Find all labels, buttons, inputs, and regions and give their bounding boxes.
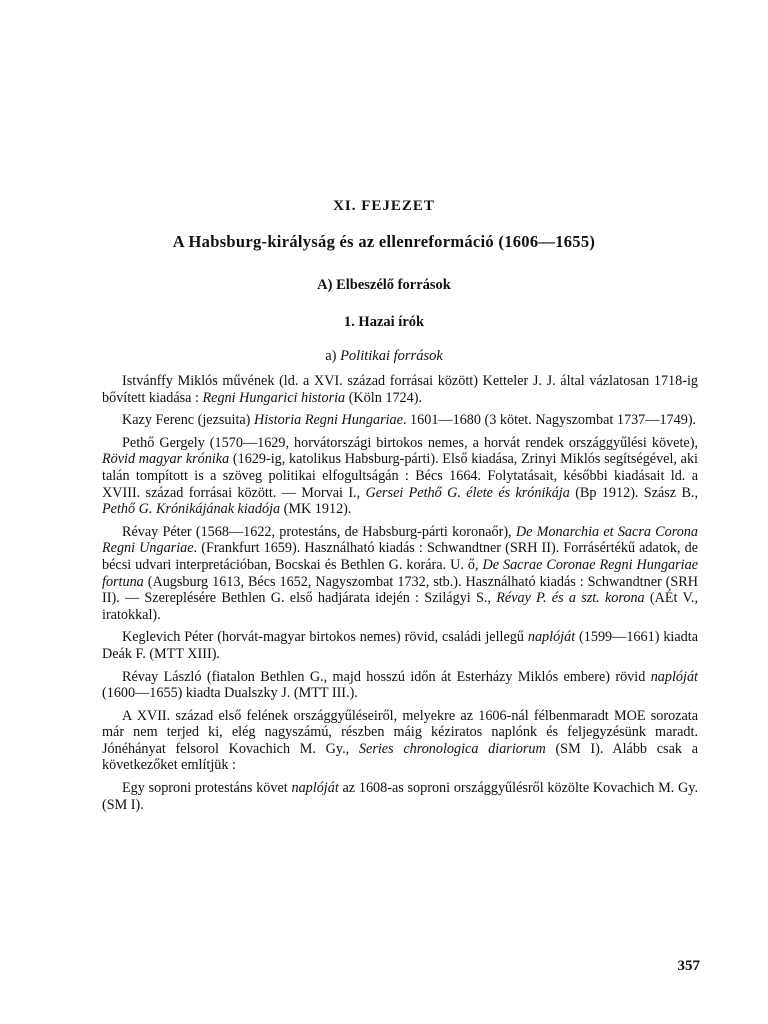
italic-text: naplóját	[527, 629, 576, 646]
text-segment: A XVII. század első felének országgyűléseiről, melyekre az 1606-nál félbenmaradt MOE sorozata már nem terjed ki, elég nagyszámú, részben máig kéziratos naplónk és feljegyzésünk maradt. Jónéhányat felsorol Kovachich M. Gy.,	[102, 707, 698, 757]
text-segment: Pethő Gergely (1570—1629, horvátországi birtokos nemes, a horvát rendek országgyűlési követe),	[122, 434, 698, 451]
italic-text: Regni Hungarici historia	[202, 389, 346, 406]
chapter-title: A Habsburg-királyság és az ellenreformáció (1606—1655)	[172, 232, 596, 251]
paragraph	[102, 524, 698, 624]
paragraph	[102, 629, 698, 662]
text-segment: Révay Péter (1568—1622, protestáns, de Habsburg-párti koronaőr),	[122, 523, 516, 540]
italic-text: Rövid magyar krónika	[102, 451, 230, 468]
text-segment: (MK 1912).	[280, 501, 352, 518]
italic-text: naplóját	[650, 668, 698, 685]
italic-text: De Sacrae Coronae Regni Hungariae fortuna	[102, 556, 698, 590]
italic-text: Gersei Pethő G. élete és krónikája	[365, 484, 570, 501]
paragraph	[102, 708, 698, 774]
paragraph	[102, 373, 698, 406]
page-number: 357	[677, 958, 700, 974]
text-segment: (1629-ig, katolikus Habsburg-párti). Első kiadása, Zrinyi Miklós segítségével, aki talán tompított is a szöveg politikai elfogultságán : Bécs 1664. Folytatásait, későbbi kiadásait ld. a XVIII. század forrásai között. — Morvai I.,	[102, 451, 699, 501]
section-heading: A) Elbeszélő források	[317, 277, 451, 293]
text-segment: . 1601—1680 (3 kötet. Nagyszombat 1737—1749).	[402, 412, 697, 429]
chapter-heading: XI. FEJEZET	[333, 198, 435, 214]
text-segment: Révay László (fiatalon Bethlen G., majd hosszú időn át Esterházy Miklós embere) rövid	[122, 668, 651, 685]
paragraph	[102, 435, 698, 518]
text-segment: Keglevich Péter (horvát-magyar birtokos nemes) rövid, családi jellegű	[122, 629, 528, 646]
text-segment: (1599—1661) kiadta Deák F. (MTT XIII).	[102, 629, 698, 662]
text-segment: Istvánffy Miklós művének (ld. a XVI. század forrásai között) Ketteler J. J. által vázlatosan 1718-ig bővített kiadása :	[102, 373, 698, 406]
text-segment: (Augsburg 1613, Bécs 1652, Nagyszombat 1732, stb.). Használható kiadás : Schwandtner (SRH II). — Szereplésére Bethlen G. első hadjárata idején : Szilágyi S.,	[102, 573, 698, 607]
text-segment: (AÉt V., iratokkal).	[102, 590, 698, 623]
text-segment: . (Frankfurt 1659). Használható kiadás : Schwandtner (SRH II). Forrásértékű adatok, de bécsi udvari interpretációban, Bocskai és Bethlen G. korára. U. ő,	[102, 540, 698, 573]
text-segment: (Köln 1724).	[345, 389, 422, 406]
italic-text: Pethő G. Krónikájának kiadója	[102, 501, 281, 518]
paragraph	[102, 669, 698, 702]
text-segment: Kazy Ferenc (jezsuita)	[122, 412, 254, 429]
italic-text: Historia Regni Hungariae	[253, 412, 403, 429]
paragraph	[102, 780, 698, 813]
paragraph	[102, 412, 698, 429]
text-segment: (SM I). Alább csak a következőket említjük :	[102, 740, 698, 774]
italic-text: Series chronologica diariorum	[358, 740, 546, 757]
subsubsection-prefix: a)	[325, 348, 341, 364]
text-segment: (Bp 1912). Szász B.,	[569, 484, 698, 501]
subsection-heading: 1. Hazai írók	[343, 314, 425, 330]
text-segment: (1600—1655) kiadta Dualszky J. (MTT III.).	[102, 685, 358, 702]
italic-text: De Monarchia et Sacra Corona Regni Ungariae	[102, 523, 698, 557]
subsubsection-title: Politikai források	[340, 348, 443, 364]
italic-text: naplóját	[291, 780, 339, 797]
body-text	[102, 373, 698, 819]
subsubsection-heading	[0, 348, 768, 365]
text-segment: Egy soproni protestáns követ	[122, 780, 292, 797]
text-segment: az 1608-as soproni országgyűlésről közölte Kovachich M. Gy. (SM I).	[102, 780, 698, 813]
italic-text: Révay P. és a szt. korona	[496, 590, 645, 607]
